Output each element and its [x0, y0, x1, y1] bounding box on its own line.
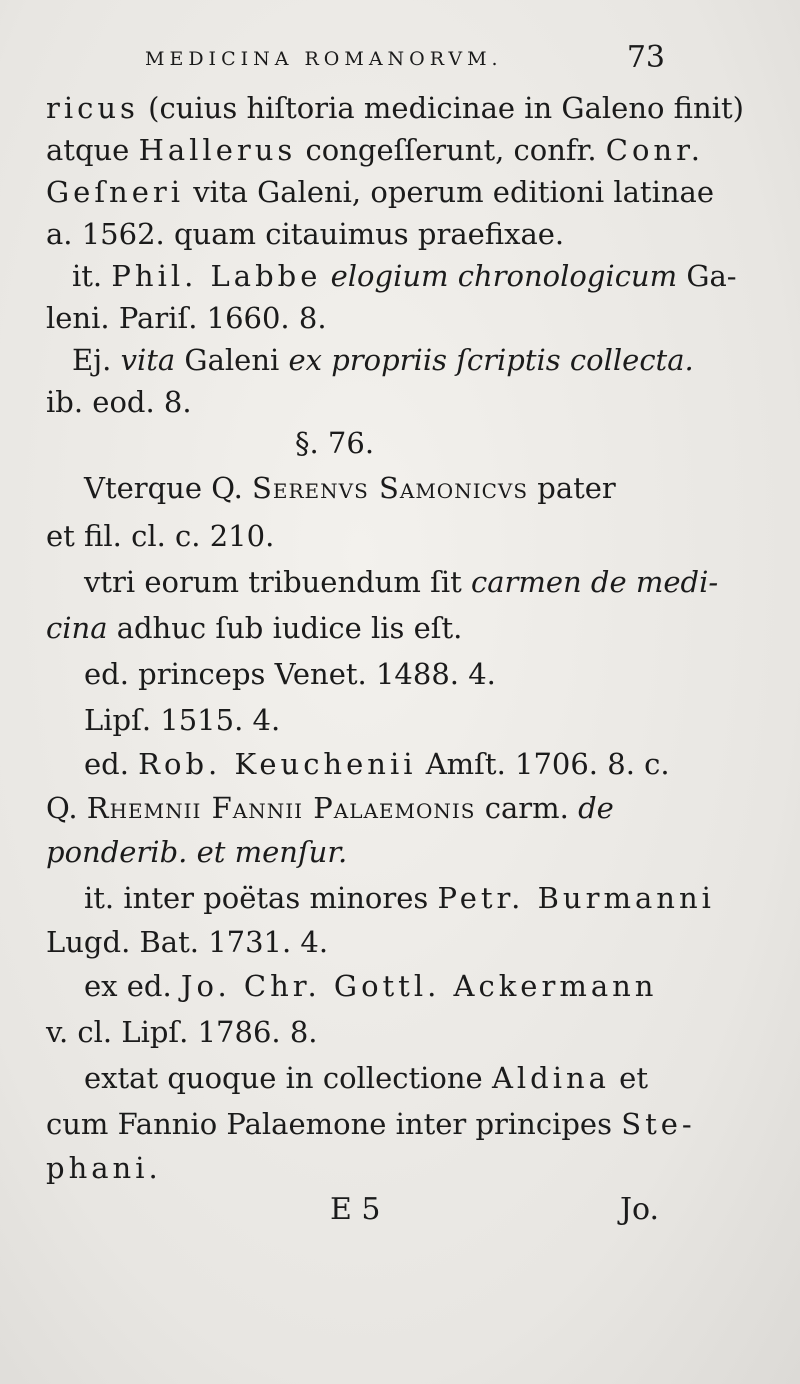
text-run: atque	[46, 133, 139, 167]
author-name: Geſneri	[46, 175, 185, 209]
text-line	[46, 608, 666, 648]
author-name: Hallerus	[138, 133, 297, 167]
text-line	[72, 256, 737, 296]
text-run: a. 1562. quam citauimus praefixae.	[46, 217, 565, 251]
text-line	[84, 700, 704, 740]
work-title: ponderib. et menſur.	[46, 835, 348, 869]
author-name: Phil. Labbe	[111, 259, 322, 293]
text-run: vita Galeni, operum editioni latinae	[184, 175, 714, 209]
text-run: ed. princeps Venet. 1488. 4.	[84, 657, 496, 691]
author-name: Rob. Keuchenii	[138, 747, 417, 781]
text-run: Amſt. 1706. 8. c.	[416, 747, 670, 781]
catchword: Jo.	[620, 1192, 660, 1227]
text-run: Vterque Q.	[84, 471, 253, 505]
author-name: Conr.	[605, 133, 705, 167]
text-run: adhuc ſub iudice lis eſt.	[107, 611, 463, 645]
text-line	[84, 654, 704, 694]
text-line	[72, 340, 692, 380]
text-line	[84, 562, 719, 602]
text-run: Lugd. Bat. 1731. 4.	[46, 925, 329, 959]
text-run: Galeni	[175, 343, 289, 377]
text-run: ed.	[84, 747, 139, 781]
work-title: elogium chronologicum	[330, 259, 678, 293]
text-line	[84, 878, 715, 918]
text-line	[46, 832, 666, 872]
text-run: et	[609, 1061, 649, 1095]
work-title: carmen de medi-	[470, 565, 719, 599]
text-run: ib. eod. 8.	[46, 385, 192, 419]
text-run	[321, 259, 330, 293]
text-line	[46, 1104, 696, 1144]
page-number: 73	[626, 40, 665, 75]
text-line	[46, 214, 666, 254]
work-title: vita	[120, 343, 176, 377]
text-run: carm.	[475, 791, 579, 825]
text-run: Ej.	[72, 343, 121, 377]
text-line	[46, 788, 666, 828]
text-line	[46, 1012, 666, 1052]
text-run: vtri eorum tribuendum ſit	[84, 565, 471, 599]
text-line	[46, 516, 666, 556]
work-title: de	[578, 791, 614, 825]
author-name: Rhemnii Fannii Palaemonis	[86, 791, 476, 825]
text-run: Lipſ. 1515. 4.	[84, 703, 281, 737]
text-line	[84, 966, 704, 1006]
author-name: Serenvs Samonicvs	[252, 471, 529, 505]
text-run: it.	[72, 259, 112, 293]
text-run: Ga-	[677, 259, 737, 293]
text-line	[84, 744, 704, 784]
text-run: extat quoque in collectione	[84, 1061, 492, 1095]
text-run: congeſſerunt, confr.	[296, 133, 606, 167]
text-line	[46, 922, 666, 962]
running-title: MEDICINA ROMANORVM.	[145, 48, 503, 70]
name-fragment: ricus	[46, 91, 139, 125]
work-title: cina	[46, 611, 108, 645]
work-title: Aldina	[491, 1061, 610, 1095]
author-name: Jo. Chr. Gottl. Ackermann	[180, 969, 658, 1003]
text-run: it. inter poëtas minores	[84, 881, 438, 915]
text-run: et fil. cl. c. 210.	[46, 519, 275, 553]
work-title: ex propriis ſcriptis collecta.	[288, 343, 694, 377]
signature-mark: E 5	[330, 1192, 381, 1227]
text-run: ex ed.	[84, 969, 181, 1003]
text-line	[46, 298, 666, 338]
author-name: phani.	[46, 1151, 162, 1185]
text-line	[46, 88, 744, 128]
text-line	[84, 468, 704, 508]
text-line	[46, 382, 666, 422]
text-line	[84, 1058, 704, 1098]
text-run: pater	[528, 471, 616, 505]
text-run: cum Fannio Palaemone inter principes	[46, 1107, 622, 1141]
section-heading: §. 76.	[295, 426, 375, 460]
text-run: (cuius hiſtoria medicinae in Galeno finit)	[138, 91, 744, 125]
text-line	[46, 130, 705, 170]
page-header	[145, 40, 665, 80]
text-run: leni. Pariſ. 1660. 8.	[46, 301, 327, 335]
text-run: v. cl. Lipſ. 1786. 8.	[46, 1015, 318, 1049]
author-name: Ste-	[621, 1107, 696, 1141]
author-name: Petr. Burmanni	[437, 881, 715, 915]
text-line	[46, 172, 714, 212]
text-line	[46, 1148, 666, 1188]
text-run: Q.	[46, 791, 87, 825]
